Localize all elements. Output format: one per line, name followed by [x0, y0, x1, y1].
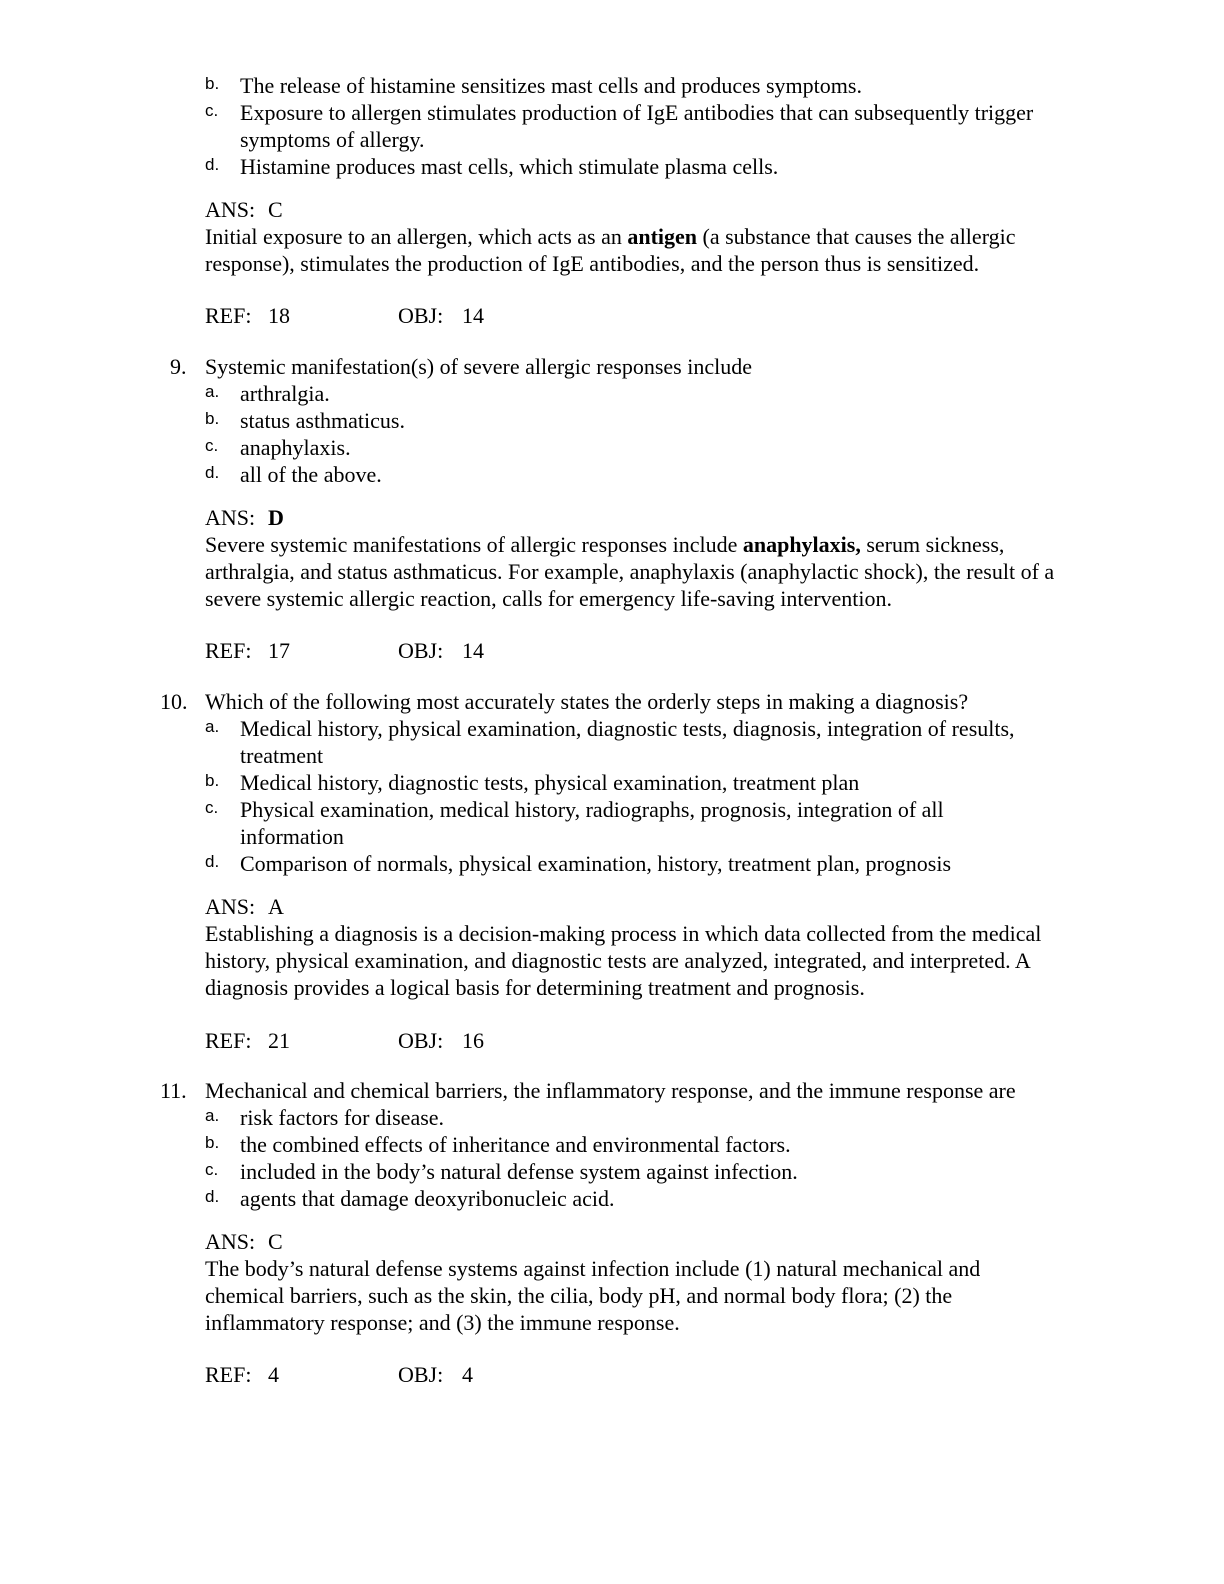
- option-letter: b.: [205, 409, 220, 428]
- rationale-text: Severe systemic manifestations of allergic responses include: [205, 532, 743, 557]
- ref-value: 18: [268, 303, 290, 328]
- q11-option-c: [205, 1158, 1085, 1185]
- answer-label: ANS:: [205, 505, 256, 530]
- option-letter: a.: [205, 1106, 220, 1125]
- rationale: The body’s natural defense systems against infection include (1) natural mechanical and chemical barriers, such as the skin, the cilia, body pH, and normal body flora; (2) the inflammatory response; and (3) the immune response.: [205, 1256, 981, 1335]
- option-letter: d.: [205, 463, 220, 482]
- option-letter: c.: [205, 101, 219, 120]
- answer-line: [205, 196, 1095, 223]
- obj-label: OBJ:: [398, 303, 444, 328]
- q10-options: [205, 715, 1085, 877]
- rationale-bold-term: antigen: [627, 224, 698, 249]
- ref-label: REF:: [205, 303, 252, 328]
- option-text: all of the above.: [240, 462, 382, 487]
- q9-ref-row: [205, 637, 605, 664]
- option-text: The release of histamine sensitizes mast cells and produces symptoms.: [240, 73, 862, 98]
- q10-ref-row: [205, 1027, 605, 1054]
- q8-ref-row: [205, 302, 605, 329]
- q10-option-d: [205, 850, 1085, 877]
- option-letter: d.: [205, 852, 220, 871]
- obj-label: OBJ:: [398, 1362, 444, 1387]
- option-text: risk factors for disease.: [240, 1105, 445, 1130]
- option-text: arthralgia.: [240, 381, 330, 406]
- q11-option-d: [205, 1185, 1085, 1212]
- option-letter: c.: [205, 798, 219, 817]
- q9-option-a: [205, 380, 1085, 407]
- option-letter: c.: [205, 436, 219, 455]
- q11-options: [205, 1104, 1085, 1212]
- q11-answer-block: [205, 1228, 1095, 1336]
- obj-label: OBJ:: [398, 638, 444, 663]
- option-letter: d.: [205, 1187, 220, 1206]
- question-text: Which of the following most accurately states the orderly steps in making a diagnosis?: [205, 689, 969, 714]
- q10-answer-block: [205, 893, 1095, 1001]
- q8-answer-block: [205, 196, 1095, 277]
- q8-options: [205, 72, 1085, 180]
- obj-value: 4: [462, 1362, 473, 1387]
- option-text: agents that damage deoxyribonucleic acid.: [240, 1186, 615, 1211]
- rationale-text: serum sickness, arthralgia, and status asthmaticus. For example, anaphylaxis (anaphylactic shock), the result of a severe systemic allergic reaction, calls for emergency life-saving intervention.: [205, 532, 1055, 611]
- q11-option-a: [205, 1104, 1085, 1131]
- q9-options: [205, 380, 1085, 488]
- option-text: Medical history, physical examination, diagnostic tests, diagnosis, integration of results, treatment: [240, 716, 1015, 768]
- question-text: Systemic manifestation(s) of severe allergic responses include: [205, 354, 752, 379]
- obj-value: 16: [462, 1028, 484, 1053]
- rationale-bold-term: anaphylaxis,: [742, 532, 861, 557]
- ref-value: 4: [268, 1362, 279, 1387]
- q11-ref-row: [205, 1361, 605, 1388]
- option-letter: c.: [205, 1160, 219, 1179]
- answer-value: C: [268, 1229, 283, 1254]
- answer-value: D: [268, 505, 284, 530]
- obj-value: 14: [462, 303, 484, 328]
- q10-question: [160, 688, 1090, 715]
- ref-label: REF:: [205, 1028, 252, 1053]
- ref-label: REF:: [205, 1362, 252, 1387]
- q9-option-d: [205, 461, 1085, 488]
- rationale: [205, 531, 1095, 612]
- q11-option-b: [205, 1131, 1085, 1158]
- answer-value: C: [268, 197, 283, 222]
- q9-option-b: [205, 407, 1085, 434]
- q10-option-b: [205, 769, 1085, 796]
- option-text: Exposure to allergen stimulates production of IgE antibodies that can subsequently trigger symptoms of allergy.: [240, 100, 1034, 152]
- answer-label: ANS:: [205, 1229, 256, 1254]
- option-letter: d.: [205, 155, 220, 174]
- answer-line: [205, 893, 1095, 920]
- question-text: Mechanical and chemical barriers, the inflammatory response, and the immune response are: [205, 1078, 1016, 1103]
- q8-option-b: [205, 72, 1085, 99]
- option-letter: b.: [205, 74, 220, 93]
- option-text: included in the body’s natural defense system against infection.: [240, 1159, 798, 1184]
- obj-value: 14: [462, 638, 484, 663]
- option-letter: a.: [205, 717, 220, 736]
- rationale: Establishing a diagnosis is a decision-making process in which data collected from the medical history, physical examination, and diagnostic tests are analyzed, integrated, and interpreted. A diagnosis provides a logical basis for determining treatment and prognosis.: [205, 921, 1042, 1000]
- question-number: 11.: [160, 1078, 187, 1103]
- rationale-text: Initial exposure to an allergen, which acts as an: [205, 224, 628, 249]
- answer-line: [205, 1228, 1095, 1255]
- q11-question: [160, 1077, 1090, 1104]
- q9-question: [170, 353, 1100, 380]
- question-number: 10.: [160, 689, 188, 714]
- obj-label: OBJ:: [398, 1028, 444, 1053]
- q10-option-c: [205, 796, 1085, 850]
- q8-option-c: [205, 99, 1085, 153]
- question-number: 9.: [170, 354, 187, 379]
- option-text: anaphylaxis.: [240, 435, 351, 460]
- q9-answer-block: [205, 504, 1095, 612]
- option-text: the combined effects of inheritance and environmental factors.: [240, 1132, 791, 1157]
- option-text: Physical examination, medical history, radiographs, prognosis, integration of all information: [240, 797, 944, 849]
- option-text: Histamine produces mast cells, which stimulate plasma cells.: [240, 154, 779, 179]
- q9-option-c: [205, 434, 1085, 461]
- rationale: [205, 223, 1095, 277]
- ref-label: REF:: [205, 638, 252, 663]
- q10-option-a: [205, 715, 1085, 769]
- answer-label: ANS:: [205, 197, 256, 222]
- option-letter: a.: [205, 382, 220, 401]
- ref-value: 21: [268, 1028, 290, 1053]
- answer-line: [205, 504, 1095, 531]
- ref-value: 17: [268, 638, 290, 663]
- option-letter: b.: [205, 771, 220, 790]
- option-letter: b.: [205, 1133, 220, 1152]
- q8-option-d: [205, 153, 1085, 180]
- answer-value: A: [268, 894, 284, 919]
- option-text: Comparison of normals, physical examination, history, treatment plan, prognosis: [240, 851, 952, 876]
- option-text: Medical history, diagnostic tests, physical examination, treatment plan: [240, 770, 860, 795]
- rationale-text: (a substance that causes the allergic response), stimulates the production of IgE antibodies, and the person thus is sensitized.: [205, 224, 1016, 276]
- option-text: status asthmaticus.: [240, 408, 405, 433]
- answer-label: ANS:: [205, 894, 256, 919]
